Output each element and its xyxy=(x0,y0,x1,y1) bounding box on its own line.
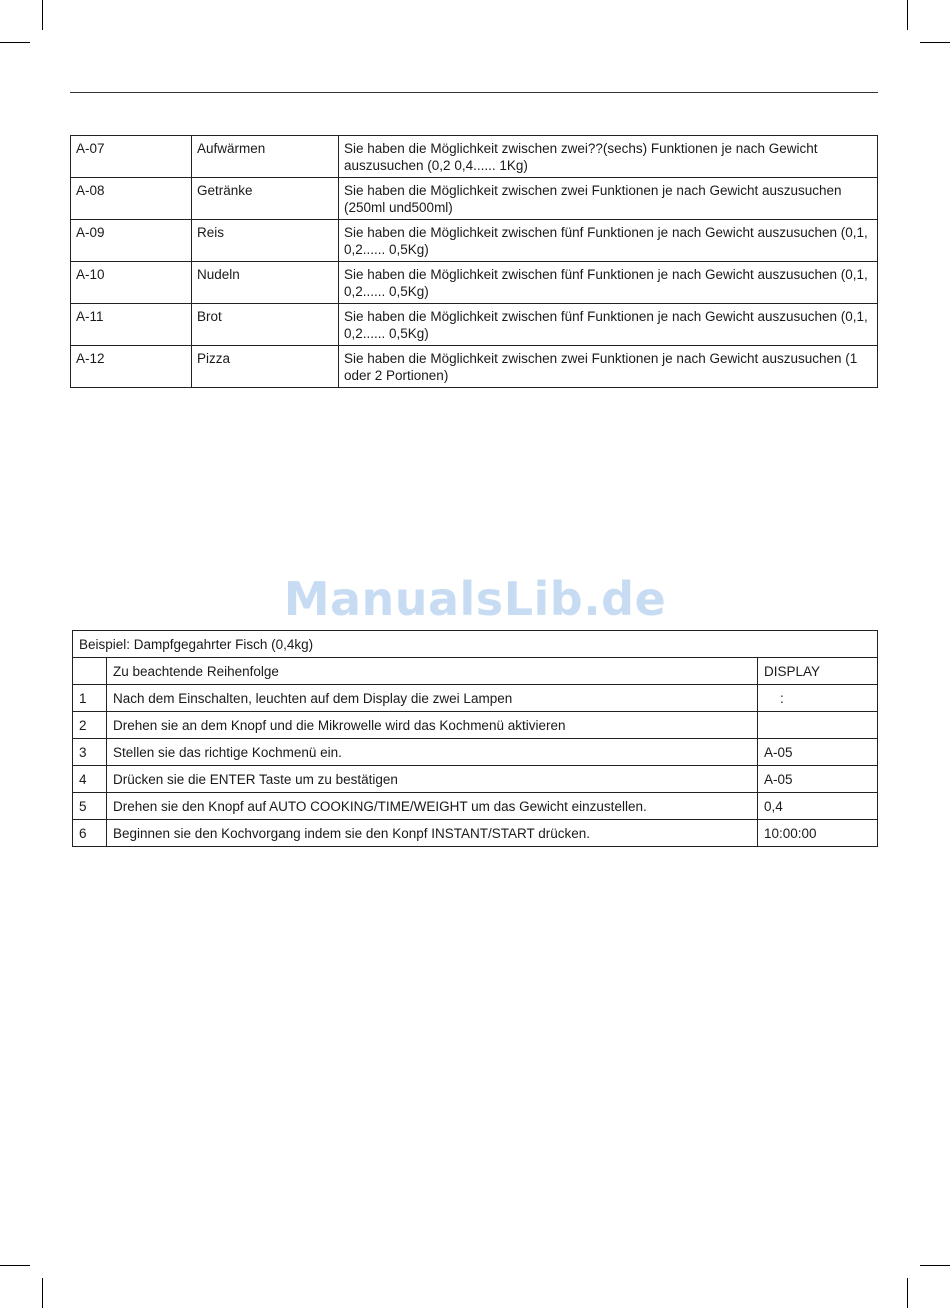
menu-name: Aufwärmen xyxy=(192,136,339,178)
table-row xyxy=(73,685,878,712)
crop-mark xyxy=(0,42,30,43)
table-row xyxy=(73,766,878,793)
step-number: 1 xyxy=(73,685,107,712)
crop-mark xyxy=(920,42,950,43)
example-title: Beispiel: Dampfgegahrter Fisch (0,4kg) xyxy=(73,631,878,658)
menu-code: A-08 xyxy=(71,178,192,220)
menu-name: Brot xyxy=(192,304,339,346)
crop-mark xyxy=(907,0,908,30)
step-number: 3 xyxy=(73,739,107,766)
header-sequence: Zu beachtende Reihenfolge xyxy=(107,658,758,685)
menu-code: A-10 xyxy=(71,262,192,304)
header-display: DISPLAY xyxy=(758,658,878,685)
table-row xyxy=(73,739,878,766)
menu-code: A-12 xyxy=(71,346,192,388)
menu-code: A-09 xyxy=(71,220,192,262)
table-row xyxy=(71,262,878,304)
step-number: 5 xyxy=(73,793,107,820)
step-instruction: Stellen sie das richtige Kochmenü ein. xyxy=(107,739,758,766)
menu-code: A-11 xyxy=(71,304,192,346)
step-display xyxy=(758,712,878,739)
header-rule xyxy=(70,92,878,93)
table-row xyxy=(73,712,878,739)
menu-description: Sie haben die Möglichkeit zwischen fünf Funktionen je nach Gewicht auszusuchen (0,1, 0,2...... 0,5Kg) xyxy=(339,220,878,262)
auto-menu-table xyxy=(70,135,878,388)
crop-mark xyxy=(0,1265,30,1266)
step-number: 4 xyxy=(73,766,107,793)
menu-description: Sie haben die Möglichkeit zwischen fünf Funktionen je nach Gewicht auszusuchen (0,1, 0,2...... 0,5Kg) xyxy=(339,262,878,304)
table-row xyxy=(71,346,878,388)
step-display: : xyxy=(758,685,878,712)
crop-mark xyxy=(920,1265,950,1266)
table-row xyxy=(71,304,878,346)
example-table xyxy=(72,630,878,847)
step-display: 10:00:00 xyxy=(758,820,878,847)
menu-name: Reis xyxy=(192,220,339,262)
example-header-row xyxy=(73,658,878,685)
table-row xyxy=(73,820,878,847)
menu-name: Nudeln xyxy=(192,262,339,304)
step-display: A-05 xyxy=(758,766,878,793)
step-instruction: Drücken sie die ENTER Taste um zu bestätigen xyxy=(107,766,758,793)
menu-name: Getränke xyxy=(192,178,339,220)
crop-mark xyxy=(42,0,43,30)
step-instruction: Drehen sie an dem Knopf und die Mikrowelle wird das Kochmenü aktivieren xyxy=(107,712,758,739)
table-row xyxy=(71,220,878,262)
menu-name: Pizza xyxy=(192,346,339,388)
step-display: 0,4 xyxy=(758,793,878,820)
menu-description: Sie haben die Möglichkeit zwischen zwei??(sechs) Funktionen je nach Gewicht auszusuchen (0,2 0,4...... 1Kg) xyxy=(339,136,878,178)
header-step xyxy=(73,658,107,685)
step-number: 6 xyxy=(73,820,107,847)
example-title-row xyxy=(73,631,878,658)
menu-description: Sie haben die Möglichkeit zwischen zwei Funktionen je nach Gewicht auszusuchen (1 oder 2 Portionen) xyxy=(339,346,878,388)
crop-mark xyxy=(907,1278,908,1308)
step-instruction: Nach dem Einschalten, leuchten auf dem Display die zwei Lampen xyxy=(107,685,758,712)
step-instruction: Beginnen sie den Kochvorgang indem sie den Konpf INSTANT/START drücken. xyxy=(107,820,758,847)
crop-mark xyxy=(42,1278,43,1308)
menu-description: Sie haben die Möglichkeit zwischen fünf Funktionen je nach Gewicht auszusuchen (0,1, 0,2...... 0,5Kg) xyxy=(339,304,878,346)
menu-description: Sie haben die Möglichkeit zwischen zwei Funktionen je nach Gewicht auszusuchen (250ml und500ml) xyxy=(339,178,878,220)
step-display: A-05 xyxy=(758,739,878,766)
watermark-logo: ManualsLib.de xyxy=(283,572,667,626)
table-row xyxy=(71,136,878,178)
step-instruction: Drehen sie den Knopf auf AUTO COOKING/TIME/WEIGHT um das Gewicht einzustellen. xyxy=(107,793,758,820)
table-row xyxy=(73,793,878,820)
menu-code: A-07 xyxy=(71,136,192,178)
step-number: 2 xyxy=(73,712,107,739)
table-row xyxy=(71,178,878,220)
